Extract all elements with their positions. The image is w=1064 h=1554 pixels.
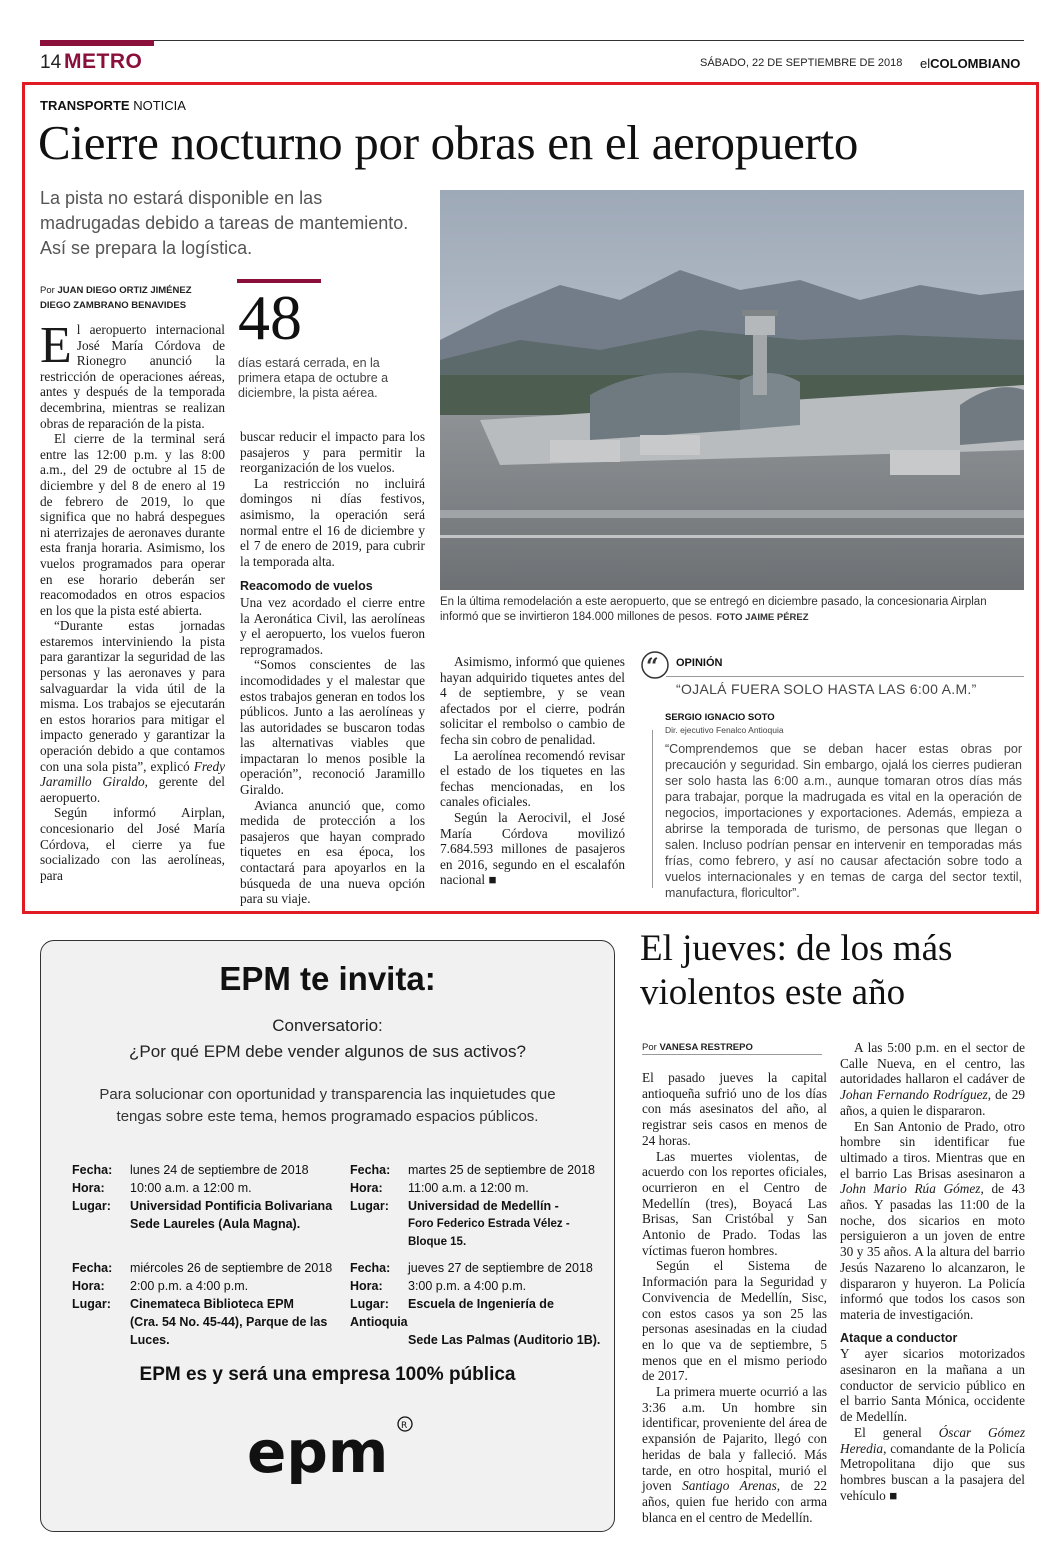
subheading: Ataque a conductor bbox=[840, 1330, 958, 1345]
paragraph: En San Antonio de Prado, otro hombre sin identificar fue ultimado a tiros. Mientras que en el barrio Las Brisas asesinaron a bbox=[840, 1118, 1025, 1181]
event-place-2: (Cra. 54 No. 45-44), Parque de las Luces. bbox=[130, 1315, 328, 1347]
section-name: METRO bbox=[64, 50, 143, 73]
person-name: John Mario Rúa Gómez bbox=[840, 1181, 981, 1197]
event-place: Cinemateca Biblioteca EPM bbox=[130, 1297, 294, 1311]
svg-text:R: R bbox=[401, 1421, 408, 1431]
paragraph: , gerente del aeropuerto. bbox=[40, 774, 225, 805]
event-label: Fecha: bbox=[72, 1163, 113, 1177]
event-label: Lugar: bbox=[72, 1297, 111, 1311]
svg-text:“: “ bbox=[646, 654, 659, 680]
section-color-bar bbox=[40, 40, 154, 46]
paragraph: , de 43 años. Y pasadas las 11:00 de la noche, dos sicarios en moto persiguieron a un joven de entre 30 y 35 años. A la altura del barrio Jesús Nazareno lo alcanzaron, le dispararon y huyeron. La Policía informó que todos los casos son materia de investigación. bbox=[840, 1181, 1025, 1322]
event-time: 3:00 p.m. a 4:00 p.m. bbox=[408, 1279, 527, 1293]
event-place-2: Sede Las Palmas (Auditorio 1B). bbox=[408, 1333, 601, 1347]
ad-event-1 bbox=[72, 1161, 362, 1233]
event-label: Lugar: bbox=[350, 1199, 389, 1213]
event-place: Universidad de Medellín - bbox=[408, 1199, 559, 1213]
ad-title: EPM te invita: bbox=[219, 960, 436, 997]
ad-event-4 bbox=[350, 1259, 610, 1349]
paragraph: La restricción no incluirá domingos ni días festivos, asimismo, la operación será normal entre el 16 de diciembre y el 7 de enero de 2019, para cubrir la temporada alta. bbox=[240, 475, 425, 569]
article-column-1 bbox=[40, 317, 225, 883]
page-number: 14 bbox=[40, 52, 62, 73]
event-date: lunes 24 de septiembre de 2018 bbox=[130, 1163, 309, 1177]
event-place-2: Foro Federico Estrada Vélez - Bloque 15. bbox=[408, 1218, 570, 1248]
paragraph: Y ayer sicarios motorizados asesinaron en la mañana a un conductor de servicio público en el barrio Santa Mónica, occidente de Medellín. bbox=[840, 1346, 1025, 1425]
ad-question: ¿Por qué EPM debe vender algunos de sus activos? bbox=[129, 1042, 526, 1061]
event-time: 10:00 a.m. a 12:00 m. bbox=[130, 1181, 252, 1195]
author-1: JUAN DIEGO ORTIZ JIMÉNEZ bbox=[57, 285, 192, 296]
ad-subtitle: Conversatorio: bbox=[272, 1016, 383, 1035]
drop-cap: E bbox=[40, 317, 72, 374]
article-column-2 bbox=[240, 429, 425, 907]
person-name: Johan Fernando Rodríguez bbox=[840, 1087, 988, 1103]
paragraph: Asimismo, informó que quienes hayan adquirido tiquetes antes del 4 de septiembre, y se vean afectados por el cierre, podrán solicitar el rembolso o cambio de fecha sin cobro de penalidad. bbox=[440, 654, 625, 747]
article-deck: La pista no estará disponible en las madrugadas debido a tareas de mantemiento. Así se prepara la logística. bbox=[40, 188, 409, 258]
paragraph: La primera muerte ocurrió a las 3:36 a.m. Un hombre sin identificar, proveniente del área de expansión de Pajarito, llegó con heridas de bala y falleció. Más tarde, en otro hospital, murió el joven bbox=[642, 1384, 827, 1494]
person-name: Óscar Gómez Heredia bbox=[840, 1424, 1025, 1456]
stat-text: días estará cerrada, en la primera etapa de octubre a diciembre, la pista aérea. bbox=[238, 356, 389, 400]
paragraph: “Durante estas jornadas estaremos interviniendo la pista para garantizar la seguridad de las personas y las aeronaves y para salvaguardar la vida útil de la misma. Los trabajos se ejecutarán en estos horarios para mitigar el impacto generado y garantizar la operación debido a que contamos con una sola pista”, explicó bbox=[40, 618, 225, 774]
paragraph: La aerolínea recomendó revisar el estado de los tiquetes en las fechas mencionadas, en los canales oficiales. bbox=[440, 747, 625, 810]
paragraph: El general bbox=[854, 1424, 922, 1440]
event-time: 2:00 p.m. a 4:00 p.m. bbox=[130, 1279, 249, 1293]
article-byline bbox=[40, 283, 192, 313]
event-date: jueves 27 de septiembre de 2018 bbox=[408, 1261, 593, 1275]
event-label: Lugar: bbox=[72, 1199, 111, 1213]
paragraph: , comandante de la Policía Metropolitana dijo que sus hombres buscan a la pasajera del vehículo ■ bbox=[840, 1440, 1025, 1503]
event-label: Hora: bbox=[72, 1181, 105, 1195]
ad-paragraph: Para solucionar con oportunidad y transparencia las inquietudes que tengas sobre este tema, hemos programado espacios públicos. bbox=[99, 1086, 556, 1125]
caption-text: En la última remodelación a este aeropuerto, que se entregó en diciembre pasado, la concesionaria Airplan informó que se invirtieron 184.000 millones de pesos. bbox=[440, 596, 987, 623]
issue-date: SÁBADO, 22 DE SEPTIEMBRE DE 2018 bbox=[700, 57, 903, 69]
photo-caption bbox=[440, 595, 1024, 625]
byline-rule bbox=[642, 1054, 822, 1055]
article2-column-2 bbox=[840, 1040, 1025, 1503]
article2-headline: El jueves: de los más violentos este año bbox=[640, 928, 953, 1013]
article2-column-1 bbox=[642, 1070, 827, 1525]
paragraph: buscar reducir el impacto para los pasajeros y para permitir la reorganización de los vuelos. bbox=[240, 429, 425, 476]
paragraph: Una vez acordado el cierre entre la Aeronática Civil, las aerolíneas y el aeropuerto, los vuelos fueron reprogramados. bbox=[240, 594, 425, 657]
article-headline: Cierre nocturno por obras en el aeropuerto bbox=[38, 115, 859, 170]
event-time: 11:00 a.m. a 12:00 m. bbox=[408, 1181, 529, 1195]
newspaper-brand bbox=[920, 56, 1020, 71]
paragraph: , de 29 años, a quien le dispararon. bbox=[840, 1087, 1025, 1118]
paragraph: Según la Aerocivil, el José María Córdova movilizó 7.684.593 millones de pasajeros en 2016, segundo en el escalafón nacional ■ bbox=[440, 809, 625, 888]
article-column-3 bbox=[440, 654, 625, 888]
paragraph: El cierre de la terminal será entre las 12:00 p.m. y las 8:00 a.m., del 29 de octubre al 15 de diciembre y del 8 de enero al 19 de febrero de 2019, lo que significa que no habrá despegues ni aterrizajes de aeronaves durante esta franja horaria. Asimismo, los vuelos programados para operar en ese horario deberán ser reacomodados en otros espacios en los que la pista esté abierta. bbox=[40, 431, 225, 618]
event-label: Hora: bbox=[350, 1181, 383, 1195]
event-place: Universidad Pontificia Bolivariana bbox=[130, 1199, 333, 1213]
paragraph: , de 22 años, quien fue herido con arma blanca en el centro de Medellín. bbox=[642, 1478, 827, 1525]
opinion-body: “Comprendemos que se deban hacer estas obras por precaución y seguridad. Sin embargo, ojalá los cierres pudieran ser solo hasta las 6:00 a.m., aunque tomaran otros días más para trabajar, porque la madrugada es vital en la operación de negocios, importaciones y exportaciones. Además, empieza a abrirse la temporada de turismo, de personas que llegan o salen. Incluso podrían pensar en intervenir en temporadas más frías, como febrero, y así no causar afectación sobre todo a vuelos internacionales y en temas de carga del sector textil, manufactura, floricultor”. bbox=[665, 742, 1022, 900]
logo-text: epm bbox=[247, 1418, 389, 1486]
paragraph: Según el Sistema de Información para la Seguridad y Convivencia de Medellín, Sisc, con estos casos ya son 25 las personas asesinadas en la ciudad en lo que va de septiembre, 5 menos que en el mismo periodo de 2017. bbox=[642, 1258, 827, 1384]
ad-footer: EPM es y será una empresa 100% pública bbox=[139, 1364, 516, 1385]
event-label: Fecha: bbox=[350, 1163, 391, 1177]
paragraph: Avianca anunció que, como medida de protección a los pasajeros que hayan comprado tiquetes en esa época, los contactará para apoyarlos en la búsqueda de una nueva opción para su viaje. bbox=[240, 797, 425, 907]
airport-photo bbox=[440, 190, 1024, 590]
opinion-label: OPINIÓN bbox=[676, 657, 723, 669]
paragraph: l aeropuerto internacional José María Córdova de Rionegro anunció la restricción de operaciones aéreas, antes y después de la temporada decembrina, mientras se realizan obras de reparación de la pista. bbox=[40, 322, 225, 431]
subheading: Reacomodo de vuelos bbox=[240, 579, 373, 594]
article-kicker bbox=[40, 98, 186, 113]
paragraph: Las muertes violentas, de acuerdo con los reportes oficiales, ocurrieron en el Centro de Medellín (tres), Boyacá Las Brisas, San Cristóbal y San Antonio de Prado. Todas las víctimas fueron hombres. bbox=[642, 1148, 827, 1258]
stat-number: 48 bbox=[238, 282, 302, 353]
top-rule bbox=[40, 40, 1024, 41]
byline-prefix: Por bbox=[40, 285, 55, 296]
byline-prefix: Por bbox=[642, 1042, 657, 1053]
event-label: Fecha: bbox=[72, 1261, 113, 1275]
opinion-role: Dir. ejecutivo Fenalco Antioquia bbox=[665, 725, 784, 735]
kicker-main: TRANSPORTE bbox=[40, 98, 130, 113]
article2-byline bbox=[642, 1042, 753, 1053]
event-place: Escuela de Ingeniería de Antioquia bbox=[350, 1297, 554, 1329]
event-place-2: Sede Laureles (Aula Magna). bbox=[130, 1217, 301, 1231]
event-label: Fecha: bbox=[350, 1261, 391, 1275]
paragraph: A las 5:00 p.m. en el sector de Calle Nueva, en el centro, las autoridades hallaron el cadáver de bbox=[840, 1040, 1025, 1087]
brand-name: COLOMBIANO bbox=[930, 56, 1021, 71]
event-date: miércoles 26 de septiembre de 2018 bbox=[130, 1261, 333, 1275]
author: VANESA RESTREPO bbox=[659, 1042, 753, 1053]
paragraph: “Somos conscientes de las incomodidades y el malestar que estos trabajos generan en todos los públicos. Junto a las aerolíneas y las autoridades se buscaron todas las alternativas viables que impactaran lo menos posible la operación”, reconoció Jaramillo Giraldo. bbox=[240, 657, 425, 798]
author-2: DIEGO ZAMBRANO BENAVIDES bbox=[40, 300, 187, 311]
opinion-divider bbox=[652, 730, 653, 888]
paragraph: Según informó Airplan, concesionario del José María Córdova, el cierre ya fue socializado con las aerolíneas, para bbox=[40, 805, 225, 883]
opinion-author: SERGIO IGNACIO SOTO bbox=[665, 712, 775, 723]
ad-event-3 bbox=[72, 1259, 362, 1349]
epm-logo bbox=[245, 1414, 415, 1495]
kicker-sub: NOTICIA bbox=[133, 98, 186, 113]
ad-event-2 bbox=[350, 1161, 610, 1251]
opinion-rule bbox=[666, 676, 1024, 677]
person-name: Fredy Jaramillo Giraldo bbox=[40, 758, 225, 790]
event-label: Hora: bbox=[72, 1279, 105, 1293]
event-label: Lugar: bbox=[350, 1297, 389, 1311]
event-label: Hora: bbox=[350, 1279, 383, 1293]
photo-credit: FOTO JAIME PÉREZ bbox=[716, 612, 809, 623]
quote-icon bbox=[640, 650, 670, 685]
brand-prefix: el bbox=[920, 56, 931, 71]
event-date: martes 25 de septiembre de 2018 bbox=[408, 1163, 595, 1177]
person-name: Santiago Arenas bbox=[682, 1478, 777, 1494]
opinion-quote: “OJALÁ FUERA SOLO HASTA LAS 6:00 A.M.” bbox=[676, 681, 977, 697]
paragraph: El pasado jueves la capital antioqueña sufrió uno de los días con más asesinatos del año, al registrar seis casos en menos de 24 horas. bbox=[642, 1070, 827, 1148]
